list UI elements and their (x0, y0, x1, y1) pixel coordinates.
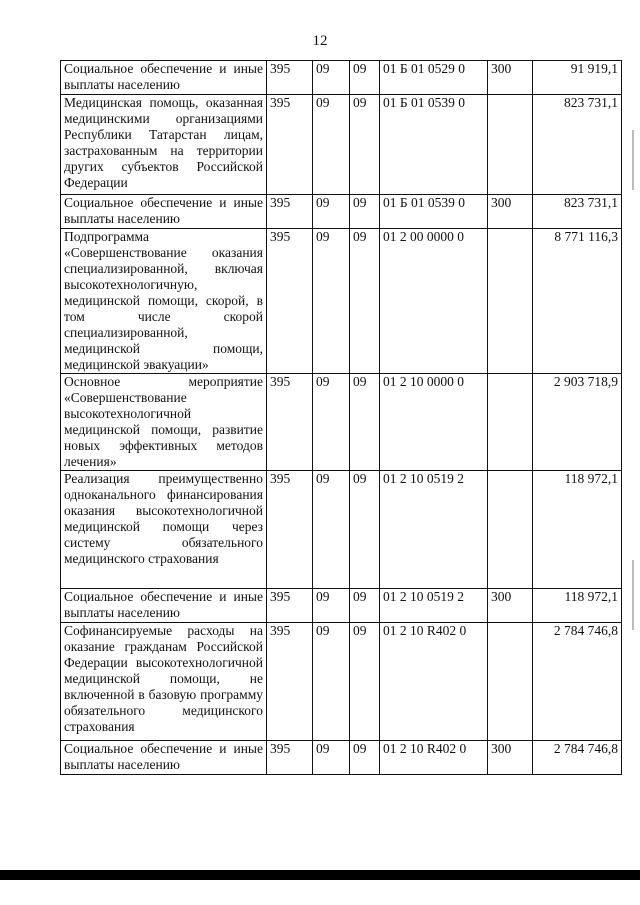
expense-name: Софинансируемые расходы на оказание гражданам Российской Федерации высокотехнологичной медицинской помощи, не включенной в базовую программу обязательного медицинского страхования (61, 623, 267, 741)
table-row (61, 471, 622, 589)
amount: 823 731,1 (533, 95, 622, 195)
expense-type (488, 623, 533, 741)
section-code: 09 (313, 229, 350, 374)
subsection-code: 09 (350, 623, 380, 741)
section-code: 09 (313, 471, 350, 589)
subsection-code: 09 (350, 95, 380, 195)
expense-name: Социальное обеспечение и иные выплаты населению (61, 61, 267, 95)
section-code: 09 (313, 195, 350, 229)
subsection-code: 09 (350, 589, 380, 623)
table-row (61, 61, 622, 95)
target-article: 01 Б 01 0529 0 (380, 61, 488, 95)
scan-edge-mark (632, 560, 634, 630)
amount: 2 903 718,9 (533, 374, 622, 471)
ministry-code: 395 (267, 589, 313, 623)
section-code: 09 (313, 741, 350, 775)
expense-name: Социальное обеспечение и иные выплаты населению (61, 195, 267, 229)
expense-type: 300 (488, 589, 533, 623)
subsection-code: 09 (350, 471, 380, 589)
target-article: 01 2 10 0519 2 (380, 589, 488, 623)
target-article: 01 2 00 0000 0 (380, 229, 488, 374)
ministry-code: 395 (267, 195, 313, 229)
expense-type (488, 95, 533, 195)
amount: 91 919,1 (533, 61, 622, 95)
section-code: 09 (313, 61, 350, 95)
expense-type: 300 (488, 195, 533, 229)
expense-type (488, 229, 533, 374)
amount: 823 731,1 (533, 195, 622, 229)
ministry-code: 395 (267, 229, 313, 374)
scan-bottom-bar (0, 870, 640, 880)
target-article: 01 2 10 R402 0 (380, 741, 488, 775)
table-row (61, 95, 622, 195)
expense-type (488, 471, 533, 589)
expense-name: Социальное обеспечение и иные выплаты населению (61, 589, 267, 623)
budget-table (60, 60, 622, 775)
ministry-code: 395 (267, 741, 313, 775)
expense-type: 300 (488, 61, 533, 95)
amount: 118 972,1 (533, 589, 622, 623)
table-row (61, 741, 622, 775)
ministry-code: 395 (267, 374, 313, 471)
amount: 8 771 116,3 (533, 229, 622, 374)
subsection-code: 09 (350, 741, 380, 775)
budget-table-body (61, 61, 622, 775)
target-article: 01 Б 01 0539 0 (380, 195, 488, 229)
expense-name: Реализация преимущественно одноканального финансирования оказания высокотехнологичной медицинской помощи через систему обязательного медицинского страхования (61, 471, 267, 589)
subsection-code: 09 (350, 374, 380, 471)
table-row (61, 195, 622, 229)
expense-type: 300 (488, 741, 533, 775)
amount: 2 784 746,8 (533, 623, 622, 741)
target-article: 01 2 10 0519 2 (380, 471, 488, 589)
expense-name: Социальное обеспечение и иные выплаты населению (61, 741, 267, 775)
expense-name: Медицинская помощь, оказанная медицинскими организациями Республики Татарстан лицам, застрахованным на территории других субъектов Российской Федерации (61, 95, 267, 195)
expense-type (488, 374, 533, 471)
expense-name: Основное мероприятие «Совершенствование высокотехнологичной медицинской помощи, развитие новых эффективных методов лечения» (61, 374, 267, 471)
table-row (61, 623, 622, 741)
ministry-code: 395 (267, 61, 313, 95)
subsection-code: 09 (350, 195, 380, 229)
section-code: 09 (313, 374, 350, 471)
target-article: 01 2 10 R402 0 (380, 623, 488, 741)
ministry-code: 395 (267, 471, 313, 589)
section-code: 09 (313, 95, 350, 195)
section-code: 09 (313, 623, 350, 741)
ministry-code: 395 (267, 623, 313, 741)
target-article: 01 Б 01 0539 0 (380, 95, 488, 195)
table-row (61, 589, 622, 623)
page-number: 12 (312, 33, 328, 49)
expense-name: Подпрограмма «Совершенствование оказания специализированной, включая высокотехнологичную, медицинской помощи, скорой, в том числе скорой специализированной, медицинской помощи, медицинской эвакуации» (61, 229, 267, 374)
section-code: 09 (313, 589, 350, 623)
scan-edge-mark (632, 130, 634, 190)
subsection-code: 09 (350, 61, 380, 95)
amount: 118 972,1 (533, 471, 622, 589)
table-row (61, 374, 622, 471)
subsection-code: 09 (350, 229, 380, 374)
amount: 2 784 746,8 (533, 741, 622, 775)
target-article: 01 2 10 0000 0 (380, 374, 488, 471)
ministry-code: 395 (267, 95, 313, 195)
table-row (61, 229, 622, 374)
